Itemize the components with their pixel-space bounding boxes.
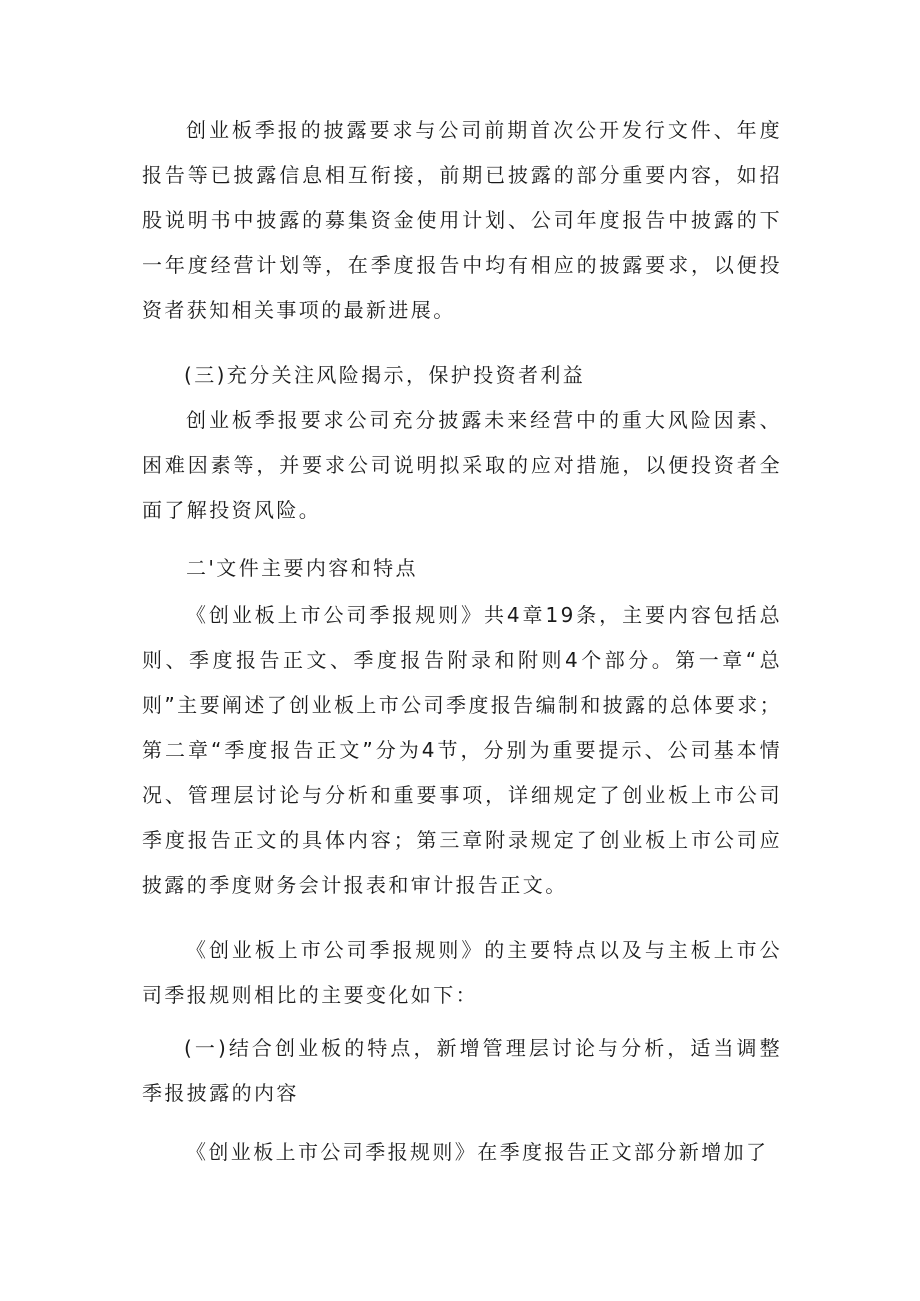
paragraph-rules-structure: 《创业板上市公司季报规则》共4章19条，主要内容包括总则、季度报告正文、季度报告附录和附则4个部分。第一章“总则”主要阐述了创业板上市公司季度报告编制和披露的总体要求；第二章“季度报告正文”分为4节，分别为重要提示、公司基本情况、管理层讨论与分析和重要事项，详细规定了创业板上市公司季度报告正文的具体内容；第三章附录规定了创业板上市公司应披露的季度财务会计报表和审计报告正文。 — [142, 603, 782, 897]
section-heading-management-discussion: (一)结合创业板的特点，新增管理层讨论与分析，适当调整季报披露的内容 — [142, 1036, 782, 1105]
paragraph-new-section: 《创业板上市公司季报规则》在季度报告正文部分新增加了 — [186, 1140, 769, 1164]
paragraph-risk-disclosure: 创业板季报要求公司充分披露未来经营中的重大风险因素、困难因素等，并要求公司说明拟采取的应对措施，以便投资者全面了解投资风险。 — [142, 408, 782, 522]
section-heading-main-content: 二'文件主要内容和特点 — [186, 556, 418, 580]
section-heading-risk: (三)充分关注风险揭示，保护投资者利益 — [184, 363, 586, 387]
paragraph-main-features: 《创业板上市公司季报规则》的主要特点以及与主板上市公司季报规则相比的主要变化如下： — [142, 938, 782, 1007]
paragraph-disclosure-linkage: 创业板季报的披露要求与公司前期首次公开发行文件、年度报告等已披露信息相互衔接，前期已披露的部分重要内容，如招股说明书中披露的募集资金使用计划、公司年度报告中披露的下一年度经营计划等，在季度报告中均有相应的披露要求，以便投资者获知相关事项的最新进展。 — [142, 118, 782, 322]
